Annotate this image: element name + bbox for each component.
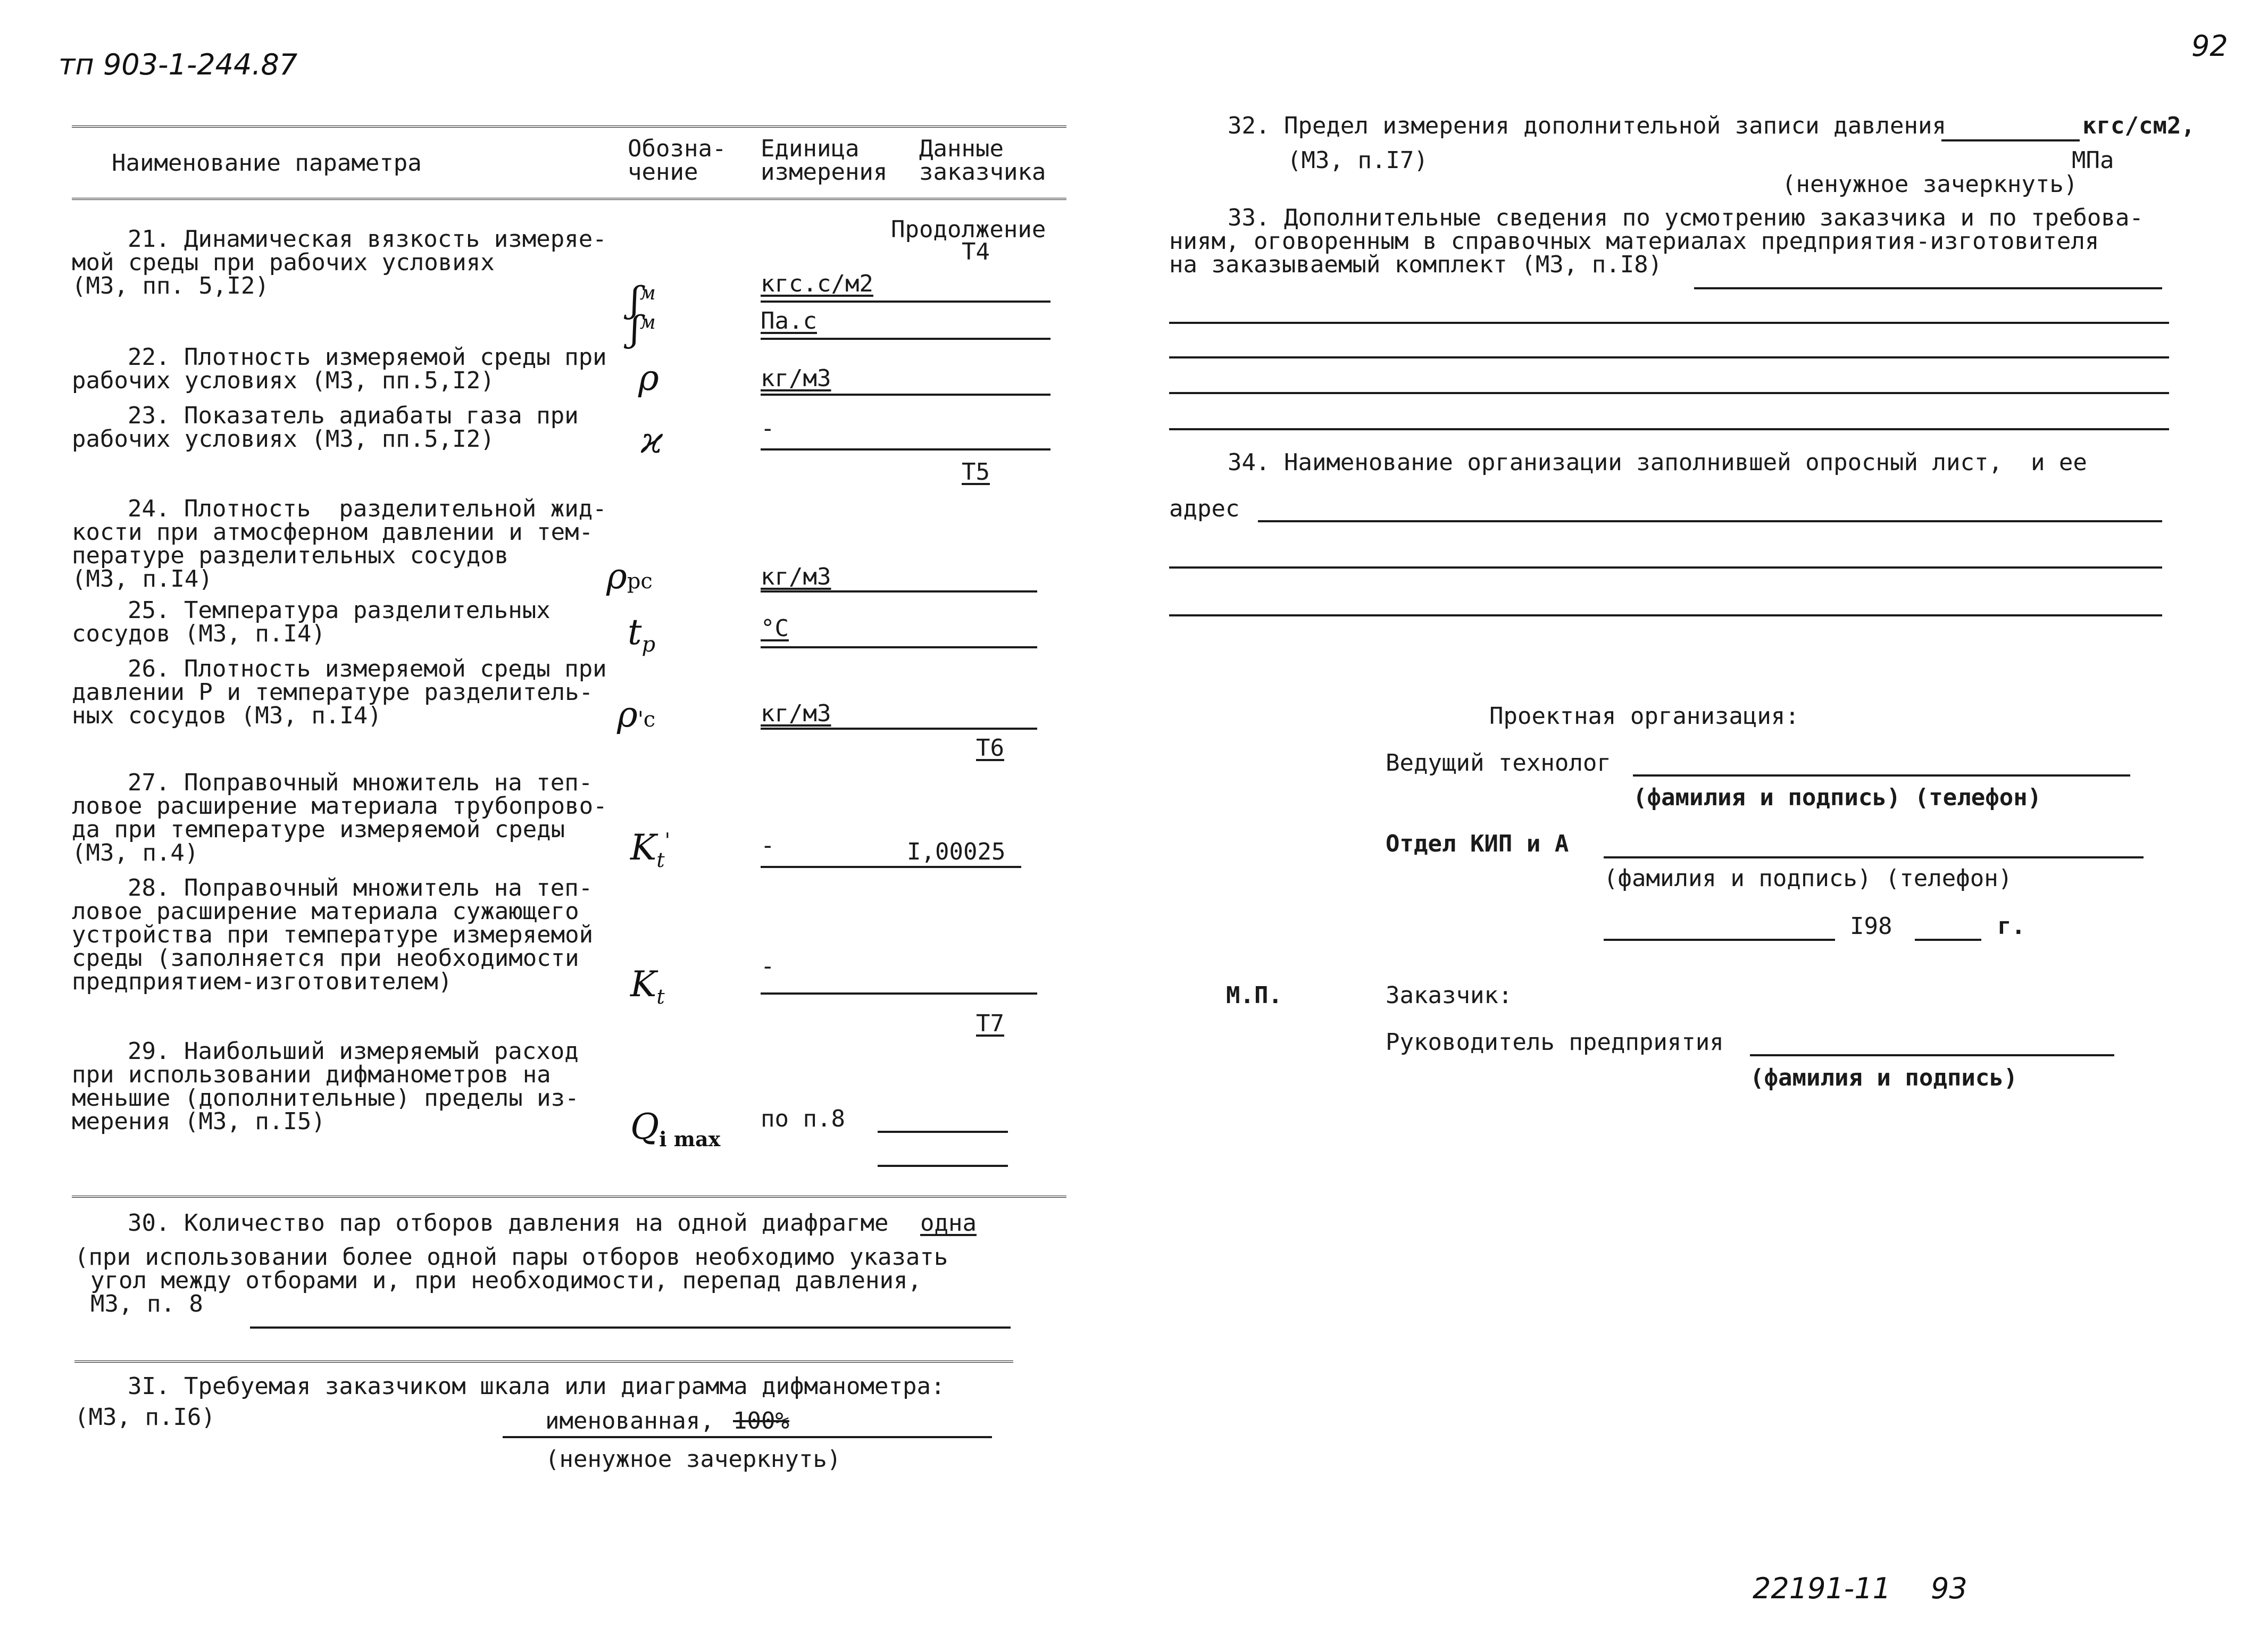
item-28-line-2: ловое расширение материала сужающего — [72, 898, 579, 925]
item-30-line — [250, 1326, 1011, 1329]
kip-dept-line — [1604, 856, 2144, 858]
item-31-option-named: именованная, — [545, 1407, 714, 1434]
item-33-line-3: на заказываемый комплект (МЗ, п.I8) — [1169, 251, 1663, 278]
item-30-note-3: МЗ, п. 8 — [90, 1290, 203, 1317]
item-24-unit: кг/м3 — [761, 563, 831, 590]
item-23-line — [761, 448, 1050, 450]
rho-c-symbol: ρ'с — [617, 694, 656, 735]
item-29-line-1: 29. Наибольший измеряемый расход — [128, 1038, 579, 1065]
item-29-line-4: мерения (МЗ, п.I5) — [72, 1108, 326, 1135]
item-27-line — [761, 866, 1021, 868]
item-28-line-1: 28. Поправочный множитель на теп- — [128, 874, 593, 902]
item-30-note-1: (при использовании более одной пары отборов необходимо указать — [74, 1244, 948, 1271]
item-31-top-rule — [74, 1361, 1013, 1363]
header-bottom-rule — [72, 198, 1066, 200]
item-21-line-b — [761, 338, 1050, 340]
item-33-line-1: 33. Дополнительные сведения по усмотрению заказчика и по требова- — [1228, 204, 2144, 231]
lead-tech-line — [1633, 774, 2130, 777]
k2-symbol: $K_t$ — [630, 964, 665, 1009]
item-33-blank-2 — [1169, 356, 2169, 358]
item-24-line-4: (МЗ, п.I4) — [72, 565, 213, 593]
item-30-value: одна — [920, 1209, 977, 1237]
item-30-text: 30. Количество пар отборов давления на одной диафрагме — [128, 1209, 889, 1237]
mu-symbol: ʃ$^м$ — [630, 279, 656, 320]
item-25-unit: °С — [761, 615, 789, 642]
item-24-line — [761, 590, 1037, 593]
item-22-line-1: 22. Плотность измеряемой среды при — [128, 344, 607, 371]
item-27-value: I,00025 — [907, 838, 1006, 865]
bottom-page-number: 93 — [1931, 1572, 1967, 1605]
item-33-line-2: ниям, оговоренным в справочных материалах предприятия-изготовителя — [1169, 228, 2099, 255]
header-unit-2: измерения — [761, 158, 888, 186]
item-34-address-label: адрес — [1169, 495, 1240, 522]
item-21-unit-2: Па.с — [761, 307, 817, 335]
head-label: Руководитель предприятия — [1386, 1029, 1724, 1056]
item-29-unit: по п.8 — [761, 1105, 845, 1132]
item-27-unit: - — [761, 832, 775, 859]
tag-t6: Т6 — [976, 735, 1004, 762]
item-29-line-b — [878, 1165, 1008, 1167]
item-28-unit: - — [761, 953, 775, 980]
item-34-text: 34. Наименование организации заполнившей опросный лист, и ее — [1228, 449, 2087, 476]
rho-pc-symbol: ρрс — [606, 556, 653, 597]
head-line — [1750, 1054, 2114, 1056]
item-21-line-1: 21. Динамическая вязкость измеряе- — [128, 226, 607, 253]
item-28-line — [761, 992, 1037, 995]
item-23-line-1: 23. Показатель адиабаты газа при — [128, 402, 579, 429]
item-21-line-3: (МЗ, пп. 5,I2) — [72, 272, 269, 299]
item-27-line-4: (МЗ, п.4) — [72, 839, 199, 866]
item-28-line-5: предприятием-изготовителем) — [72, 968, 453, 995]
item-26-unit: кг/м3 — [761, 700, 831, 727]
item-30-note-2: угол между отборами и, при необходимости, перепад давления, — [90, 1267, 922, 1294]
header-unit-1: Единица — [761, 135, 860, 162]
continuation-label: Продолжение — [891, 216, 1046, 243]
item-31-line — [503, 1436, 992, 1438]
item-22-unit: кг/м3 — [761, 365, 831, 392]
kip-dept-caption: (фамилия и подпись) (телефон) — [1604, 865, 2013, 892]
item-27-line-1: 27. Поправочный множитель на теп- — [128, 769, 593, 796]
item-33-blank-4 — [1169, 428, 2169, 430]
item-32-unit-1: кгс/см2, — [2082, 112, 2195, 139]
item-27-line-3: да при температуре измеряемой среды — [72, 816, 565, 843]
item-26-line — [761, 728, 1037, 730]
page-number-top: 92 — [2191, 29, 2228, 63]
document-code: тп 903-1-244.87 — [59, 48, 298, 81]
rho-symbol: ρ — [638, 357, 659, 398]
item-26-line-1: 26. Плотность измеряемой среды при — [128, 655, 607, 682]
table-top-rule — [72, 126, 1066, 128]
lead-tech-caption: (фамилия и подпись) (телефон) — [1633, 784, 2042, 811]
item-31-note: (ненужное зачеркнуть) — [545, 1446, 841, 1473]
item-31-ref: (МЗ, п.I6) — [74, 1404, 215, 1431]
date-blank — [1604, 939, 1835, 941]
tag-t4: Т4 — [962, 238, 990, 265]
item-25-line-1: 25. Температура разделительных — [128, 597, 551, 624]
item-32-blank — [1941, 139, 2080, 141]
item-33-blank-1 — [1169, 322, 2169, 324]
item-25-line-2: сосудов (МЗ, п.I4) — [72, 620, 326, 647]
stamp-label: М.П. — [1226, 982, 1282, 1009]
header-customer-1: Данные — [919, 135, 1004, 162]
header-designation-1: Обозна- — [628, 135, 727, 162]
item-24-line-1: 24. Плотность разделительной жид- — [128, 495, 607, 522]
item-34-blank-2 — [1169, 566, 2162, 569]
item-31-text: 3I. Требуемая заказчиком шкала или диаграмма дифманометра: — [128, 1373, 945, 1400]
tag-t5: Т5 — [962, 458, 990, 486]
item-21-line-2: мой среды при рабочих условиях — [72, 249, 495, 276]
item-32-text: 32. Предел измерения дополнительной записи давления — [1228, 112, 1947, 139]
item-33-blank-3 — [1169, 392, 2169, 394]
item-33-blank-0 — [1694, 287, 2162, 289]
item-29-line-2: при использовании дифманометров на — [72, 1061, 551, 1088]
header-param: Наименование параметра — [112, 149, 422, 177]
item-24-line-3: пературе разделительных сосудов — [72, 542, 509, 569]
table-bottom-rule — [72, 1196, 1066, 1198]
item-31-option-percent: 100% — [733, 1407, 789, 1434]
head-caption: (фамилия и подпись) — [1750, 1064, 2018, 1091]
lead-tech-label: Ведущий технолог — [1386, 749, 1611, 777]
q-max-symbol: $Q_{i max}$ — [630, 1106, 721, 1152]
item-22-line — [761, 394, 1050, 396]
customer-label: Заказчик: — [1386, 982, 1513, 1009]
item-29-line-3: меньшие (дополнительные) пределы из- — [72, 1084, 579, 1112]
item-24-line-2: кости при атмосферном давлении и тем- — [72, 519, 594, 546]
kip-dept-label: Отдел КИП и А — [1386, 830, 1569, 857]
mu-symbol-2: ʃ$^м$ — [630, 308, 656, 349]
item-28-line-4: среды (заполняется при необходимости — [72, 945, 579, 972]
tag-t7: Т7 — [976, 1010, 1004, 1037]
item-23-line-2: рабочих условиях (МЗ, пп.5,I2) — [72, 425, 495, 453]
item-29-line-a — [878, 1131, 1008, 1133]
header-customer-2: заказчика — [919, 158, 1046, 186]
item-21-unit-1: кгс.с/м2 — [761, 270, 873, 297]
item-28-line-3: устройства при температуре измеряемой — [72, 921, 594, 948]
bottom-code: 22191-11 — [1753, 1572, 1891, 1605]
kappa-symbol: ϰ — [641, 420, 663, 461]
year-suffix: г. — [1997, 913, 2025, 940]
header-designation-2: чение — [628, 158, 698, 186]
t-p-symbol: $t_р$ — [628, 612, 656, 657]
item-21-line-a — [761, 301, 1050, 303]
year-label: I98 — [1850, 913, 1892, 940]
item-34-blank-3 — [1169, 614, 2162, 616]
item-25-line — [761, 646, 1037, 648]
item-32-note: (ненужное зачеркнуть) — [1782, 171, 2078, 198]
item-26-line-2: давлении Р и температуре разделитель- — [72, 679, 594, 706]
item-26-line-3: ных сосудов (МЗ, п.I4) — [72, 702, 382, 729]
year-blank — [1915, 939, 1981, 941]
item-27-line-2: ловое расширение материала трубопрово- — [72, 792, 607, 820]
k1-symbol: $K_t'$ — [630, 827, 671, 872]
item-32-ref: (МЗ, п.I7) — [1287, 147, 1428, 174]
item-34-blank-1 — [1258, 520, 2162, 522]
item-23-unit: - — [761, 415, 775, 442]
item-32-unit-2: МПа — [2072, 147, 2114, 174]
project-org-label: Проектная организация: — [1489, 703, 1799, 730]
item-22-line-2: рабочих условиях (МЗ, пп.5,I2) — [72, 367, 495, 394]
